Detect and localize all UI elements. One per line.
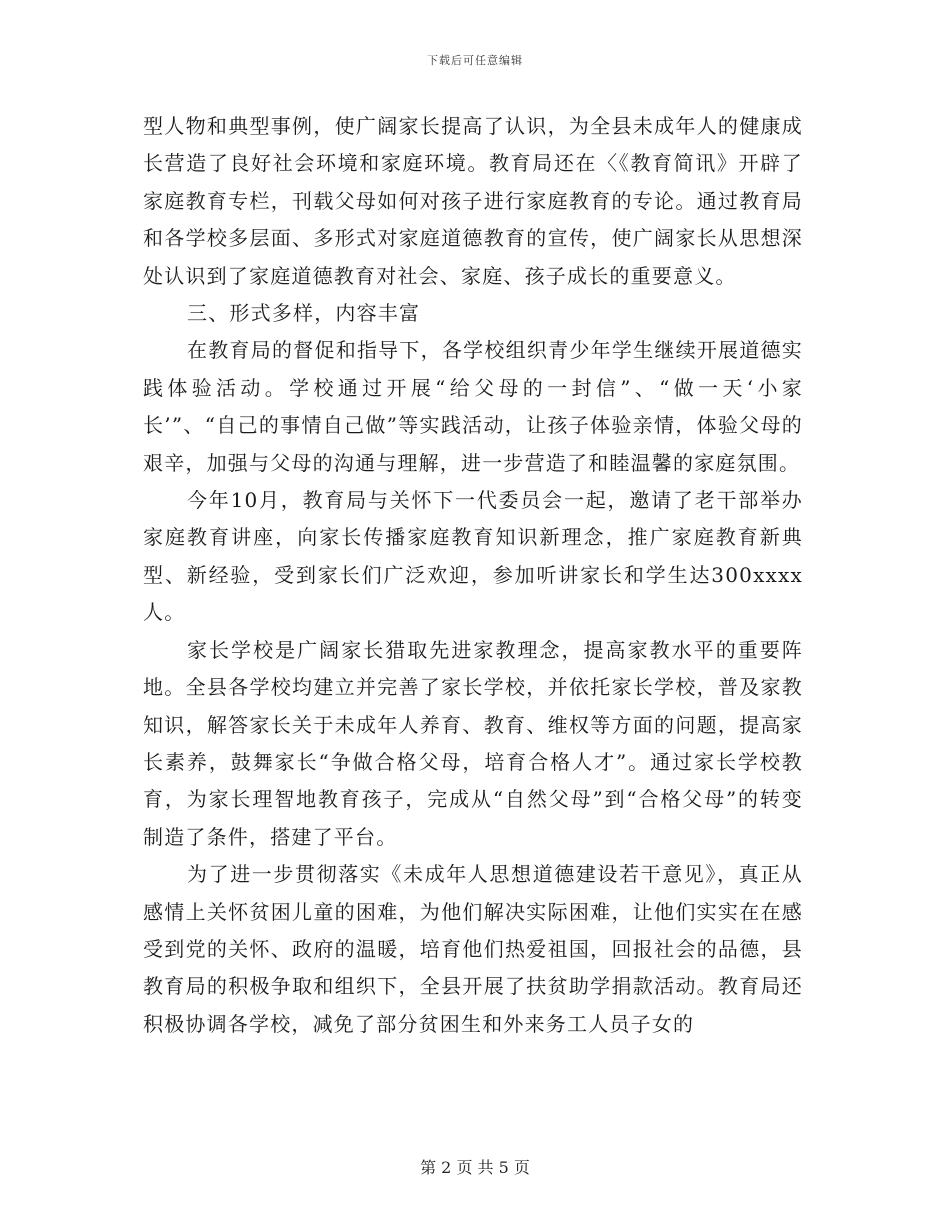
document-body (143, 108, 803, 1043)
page-number-footer: 第 2 页 共 5 页 (420, 1158, 530, 1177)
paragraph: 为了进一步贯彻落实《未成年人思想道德建设若干意见》，真正从感情上关怀贫困儿童的困难，为他们解决实际困难，让他们实实在在感受到党的关怀、政府的温暖，培育他们热爱祖国，回报社会的品德，县教育局的积极争取和组织下，全县开展了扶贫助学捐款活动。教育局还积极协调各学校，减免了部分贫困生和外来务工人员子女的 (143, 862, 803, 1036)
paragraph: 今年10月，教育局与关怀下一代委员会一起，邀请了老干部举办家庭教育讲座，向家长传播家庭教育知识新理念，推广家庭教育新典型、新经验，受到家长们广泛欢迎，参加听讲家长和学生达300xxxx人。 (143, 488, 803, 625)
paragraph: 家长学校是广阔家长猎取先进家教理念，提高家教水平的重要阵地。全县各学校均建立并完善了家长学校，并依托家长学校，普及家教知识，解答家长关于未成年人养育、教育、维权等方面的问题，提高家长素养，鼓舞家长“争做合格父母，培育合格人才”。通过家长学校教育，为家长理智地教育孩子，完成从“自然父母”到“合格父母”的转变制造了条件，搭建了平台。 (143, 637, 803, 849)
paragraph-continuation: 型人物和典型事例，使广阔家长提高了认识，为全县未成年人的健康成长营造了良好社会环境和家庭环境。教育局还在〈《教育简讯》开辟了家庭教育专栏，刊载父母如何对孩子进行家庭教育的专论。通过教育局和各学校多层面、多形式对家庭道德教育的宣传，使广阔家长从思想深处认识到了家庭道德教育对社会、家庭、孩子成长的重要意义。 (143, 114, 803, 288)
page-header: 下载后可任意编辑 (427, 54, 523, 67)
paragraph: 在教育局的督促和指导下，各学校组织青少年学生继续开展道德实践体验活动。学校通过开展“给父母的一封信”、“做一天‘小家长’”、“自己的事情自己做”等实践活动，让孩子体验亲情，体验父母的艰辛，加强与父母的沟通与理解，进一步营造了和睦温馨的家庭氛围。 (143, 338, 803, 475)
section-heading: 三、形式多样，内容丰富 (187, 301, 421, 326)
